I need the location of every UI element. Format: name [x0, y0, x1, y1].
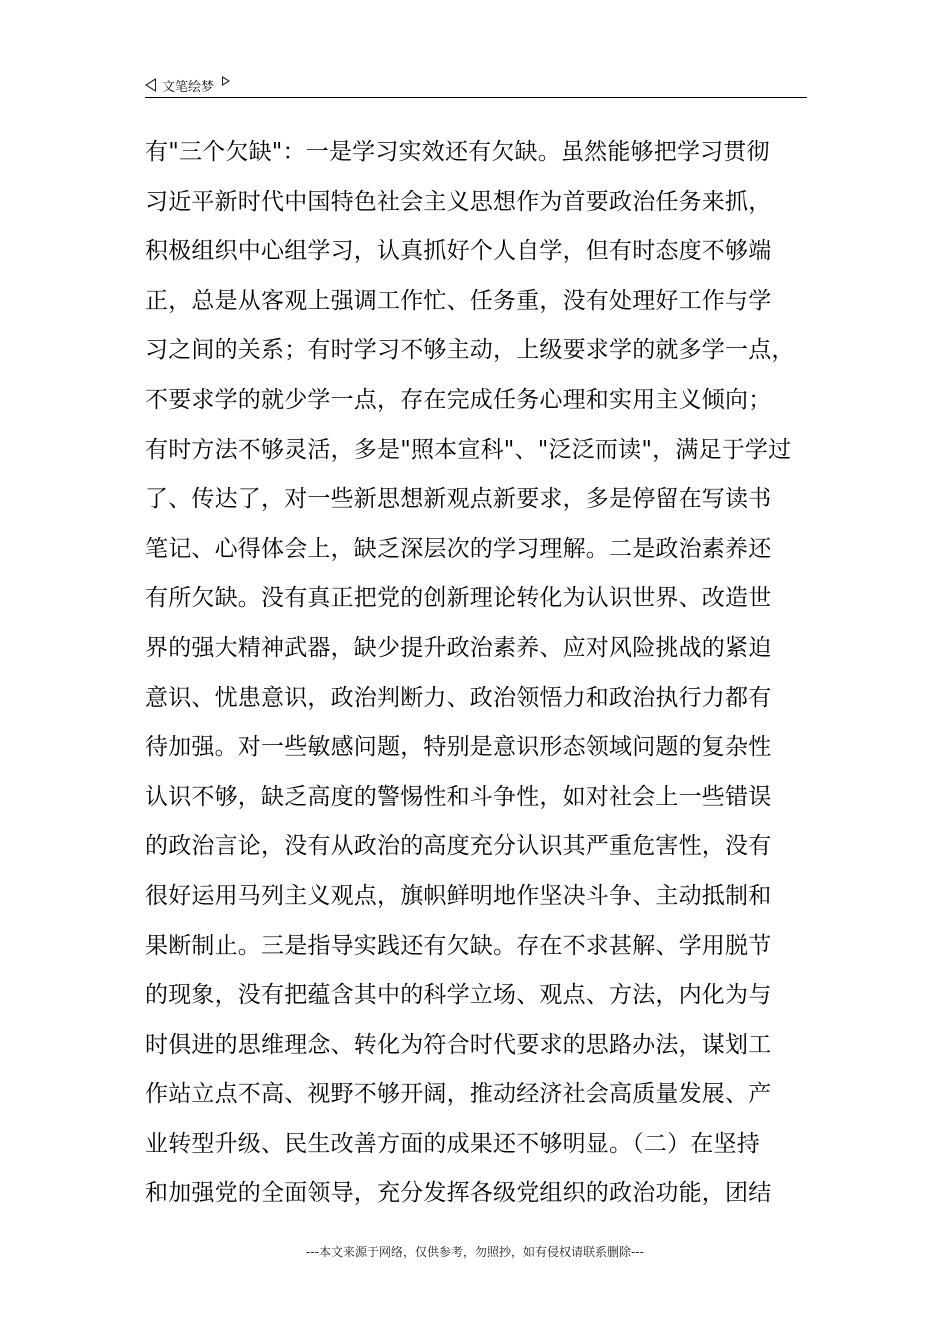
text-line: 业转型升级、民生改善方面的成果还不够明显。（二）在坚持 — [145, 1130, 760, 1157]
text-line: 很好运用马列主义观点，旗帜鲜明地作坚决斗争、主动抵制和 — [145, 882, 772, 909]
text-line: 界的强大精神武器，缺少提升政治素养、应对风险挑战的紧迫 — [145, 634, 772, 661]
text-line: 作站立点不高、视野不够开阔，推动经济社会高质量发展、产 — [145, 1081, 772, 1108]
text-line: 习之间的关系；有时学习不够主动，上级要求学的就多学一点， — [145, 337, 795, 364]
text-line: 的政治言论，没有从政治的高度充分认识其严重危害性，没有 — [145, 833, 772, 860]
text-line: 时俱进的思维理念、转化为符合时代要求的思路办法，谋划工 — [145, 1031, 772, 1058]
text-line: 认识不够，缺乏高度的警惕性和斗争性，如对社会上一些错误 — [145, 783, 772, 810]
text-line: 不要求学的就少学一点，存在完成任务心理和实用主义倾向； — [145, 386, 772, 413]
text-line: 果断制止。三是指导实践还有欠缺。存在不求甚解、学用脱节 — [145, 932, 772, 959]
text-line: 了、传达了，对一些新思想新观点新要求，多是停留在写读书 — [145, 486, 772, 513]
header-divider — [145, 97, 807, 98]
text-line: 待加强。对一些敏感问题，特别是意识形态领域问题的复杂性 — [145, 734, 772, 761]
text-line: 有"三个欠缺"：一是学习实效还有欠缺。虽然能够把学习贯彻 — [145, 139, 770, 165]
text-line: 的现象，没有把蕴含其中的科学立场、观点、方法，内化为与 — [145, 982, 772, 1009]
text-line: 和加强党的全面领导，充分发挥各级党组织的政治功能，团结 — [145, 1180, 772, 1207]
triangle-left-icon — [145, 78, 156, 92]
text-line: 习近平新时代中国特色社会主义思想作为首要政治任务来抓， — [145, 188, 772, 215]
page-footer: ---本文来源于网络，仅供参考，勿照抄，如有侵权请联系删除--- — [306, 1245, 644, 1259]
header-title: 文笔绘梦 — [162, 79, 215, 95]
text-line: 意识、忧患意识，政治判断力、政治领悟力和政治执行力都有 — [145, 684, 772, 711]
triangle-right-icon — [222, 76, 230, 86]
text-line: 积极组织中心组学习，认真抓好个人自学，但有时态度不够端 — [145, 238, 772, 265]
text-line: 有所欠缺。没有真正把党的创新理论转化为认识世界、改造世 — [145, 585, 772, 612]
document-body — [145, 128, 825, 1219]
text-line: 笔记、心得体会上，缺乏深层次的学习理解。二是政治素养还 — [145, 535, 772, 562]
text-line: 有时方法不够灵活，多是"照本宣科"、"泛泛而读"，满足于学过 — [145, 436, 792, 463]
text-line: 正，总是从客观上强调工作忙、任务重，没有处理好工作与学 — [145, 287, 772, 314]
page-header — [145, 72, 807, 98]
